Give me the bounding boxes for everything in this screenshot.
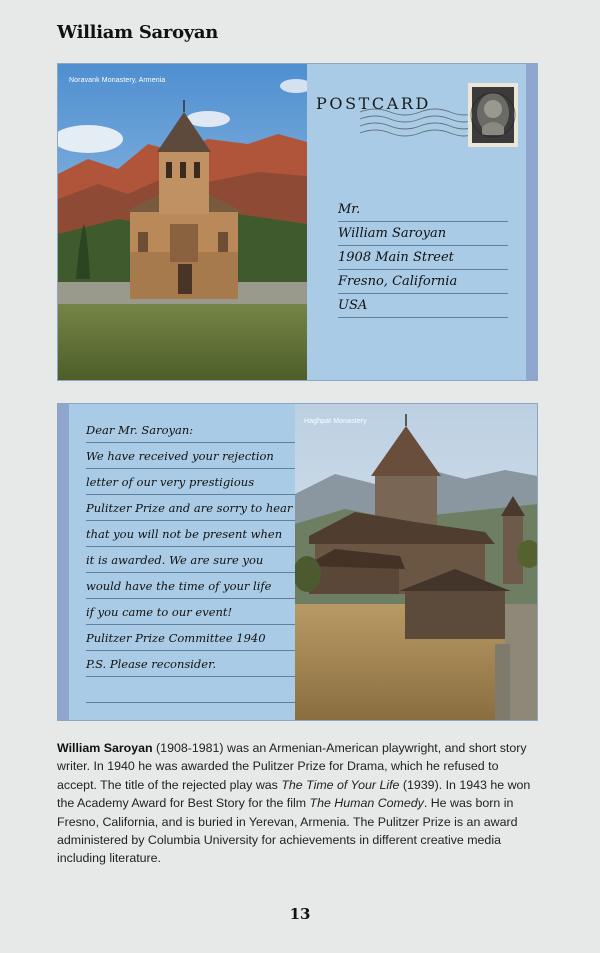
postcard-front [57,63,538,381]
photo-caption-haghpat: Haghpat Monastery [304,418,367,425]
postage-stamp-icon [468,83,518,147]
haghpat-monastery-photo [295,404,538,720]
paragraph-text: . He was born in Fresno, California, and is buried in Yerevan, Armenia. The Pulitzer Prize is an award administered by Columbia University for achievements in different creative media including literature. [57,796,518,866]
letter-line: letter of our very prestigious [86,470,296,495]
address-line: Fresno, California [338,270,508,294]
letter-line: Pulitzer Prize and are sorry to hear [86,496,296,521]
address-line: Mr. [338,198,508,222]
postcard-back [57,403,538,721]
postcard-edge-stripe [526,64,537,380]
letter-line: that you will not be present when [86,522,296,547]
film-title: The Human Comedy [309,796,424,811]
letter-line: Dear Mr. Saroyan: [86,418,296,443]
subject-name: William Saroyan [57,741,153,755]
letter-line: would have the time of your life [86,574,296,599]
letter-line: Pulitzer Prize Committee 1940 [86,626,296,651]
biography-paragraph [57,739,541,868]
paragraph-text: (1939). In 1943 he won the Academy Award for Best Story for the film [57,777,531,811]
noravank-monastery-photo [58,64,307,380]
postcard-edge-stripe [58,404,69,720]
letter-line: P.S. Please reconsider. [86,652,296,677]
play-title: The Time of Your Life [281,777,400,792]
address-line: 1908 Main Street [338,246,508,270]
address-line: William Saroyan [338,222,508,246]
address-line: USA [338,294,508,318]
letter-line: if you came to our event! [86,600,296,625]
page-number: 13 [289,905,311,923]
letter-line: it is awarded. We are sure you [86,548,296,573]
letter-line-blank [86,678,296,703]
page-title: William Saroyan [57,22,219,43]
postmark-wavy-lines-icon [358,104,478,148]
paragraph-text: (1908-1981) was an Armenian-American playwright, and short story writer. In 1940 he was awarded the Pulitzer Prize for Drama, which he refused to accept. The title of the rejected play was [57,741,527,792]
photo-caption-noravank: Noravank Monastery, Armenia [69,77,166,84]
letter-line: We have received your rejection [86,444,296,469]
postcard-heading: POSTCARD [316,94,431,113]
